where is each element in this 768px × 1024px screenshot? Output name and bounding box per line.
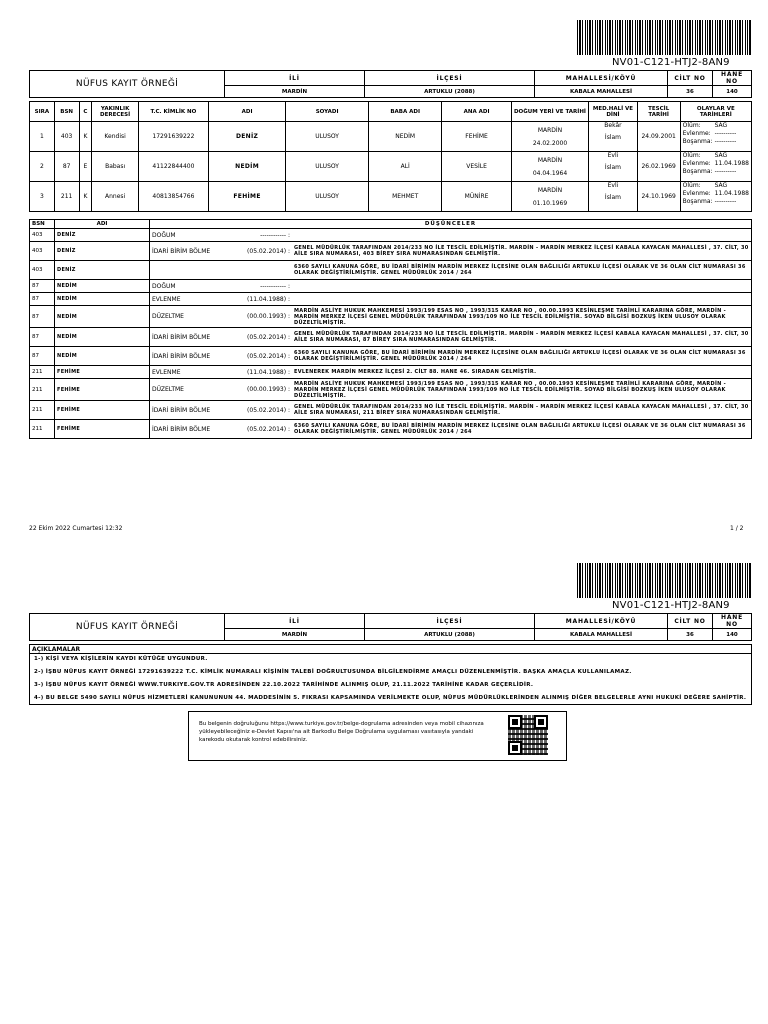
cilt-value: 36 <box>668 86 713 98</box>
person-ana: FEHİME <box>442 122 511 152</box>
barcode-code: NV01-C121-HTJ2-8AN9 <box>612 57 730 68</box>
olay-line <box>683 130 749 138</box>
person-yakinlik: Annesi <box>92 182 139 212</box>
olay-line <box>683 168 749 176</box>
person-cinsiyet: K <box>79 182 92 212</box>
ilce-label: İLÇESİ <box>365 71 535 86</box>
medeni-hal: Evli <box>607 182 619 189</box>
olay-label: Evlenme: <box>682 160 711 167</box>
notes-body <box>30 654 752 705</box>
cilt-label-page2: CİLT NO <box>668 614 713 629</box>
hane-label-page2: HANE NO <box>713 614 752 629</box>
qr-code-icon <box>508 715 548 755</box>
olay-value: ---------- <box>714 138 737 145</box>
event-type: İDARİ BİRİM BÖLME <box>150 401 233 420</box>
hane-label: HANE NO <box>713 71 752 86</box>
event-type: EVLENME <box>150 366 233 379</box>
person-sira: 3 <box>30 182 55 212</box>
event-bsn: 211 <box>30 401 55 420</box>
event-adi: DENİZ <box>55 242 150 261</box>
person-bsn: 211 <box>54 182 79 212</box>
event-type: İDARİ BİRİM BÖLME <box>150 328 233 347</box>
olay-line <box>683 138 749 146</box>
person-tc: 17291639222 <box>138 122 208 152</box>
header-table <box>29 70 752 98</box>
event-type: DÜZELTME <box>150 379 233 401</box>
event-adi: FEHİME <box>55 401 150 420</box>
olay-line <box>683 152 749 160</box>
event-date: (00.00.1993) : <box>232 379 292 401</box>
events-col-bsn: BSN <box>30 220 55 229</box>
event-adi: NEDİM <box>55 306 150 328</box>
person-tescil: 24.09.2001 <box>637 122 680 152</box>
ilce-label-page2: İLÇESİ <box>365 614 535 629</box>
col-dogum: DOĞUM YERİ VE TARİHİ <box>511 102 588 122</box>
cilt-label: CİLT NO <box>668 71 713 86</box>
person-tescil: 24.10.1969 <box>637 182 680 212</box>
col-baba: BABA ADI <box>369 102 442 122</box>
document-title: NÜFUS KAYIT ÖRNEĞİ <box>30 71 225 98</box>
col-sira: SIRA <box>30 102 55 122</box>
event-type: DOĞUM <box>150 280 233 293</box>
event-adi: FEHİME <box>55 379 150 401</box>
person-sira: 2 <box>30 152 55 182</box>
person-cinsiyet: K <box>79 122 92 152</box>
event-date: ------------ : <box>232 229 292 242</box>
event-adi: NEDİM <box>55 347 150 366</box>
olay-label: Boşanma: <box>682 138 713 145</box>
event-date: (11.04.1988) : <box>232 293 292 306</box>
olay-label: Ölüm: <box>682 182 701 189</box>
col-ana: ANA ADI <box>442 102 511 122</box>
event-adi: DENİZ <box>55 261 150 280</box>
col-soyadi: SOYADI <box>286 102 369 122</box>
event-bsn: 87 <box>30 293 55 306</box>
din: İslam <box>604 164 622 171</box>
event-date <box>232 261 292 280</box>
olay-value: SAĞ <box>714 122 728 129</box>
event-adi: NEDİM <box>55 293 150 306</box>
event-date: (11.04.1988) : <box>232 366 292 379</box>
note-item: 2-) İŞBU NÜFUS KAYIT ÖRNEĞİ 17291639222 T.C. KİMLİK NUMARALI KİŞİNİN TALEBİ DOĞRULTUSUNDA BİLGİLENDİRME AMAÇLI DÜZENLENMİŞTİR. BAŞKA AMAÇLA KULLANILAMAZ. <box>34 669 632 675</box>
persons-table <box>29 101 752 212</box>
event-adi: DENİZ <box>55 229 150 242</box>
event-row <box>30 306 752 328</box>
note-item: 3-) İŞBU NÜFUS KAYIT ÖRNEĞİ WWW.TURKIYE.GOV.TR ADRESİNDEN 22.10.2022 TARİHİNDE ALINMIŞ OLUP, 21.11.2022 TARİHİNE KADAR GEÇERLİDİR. <box>34 682 534 688</box>
event-row <box>30 280 752 293</box>
person-yakinlik: Babası <box>92 152 139 182</box>
olay-label: Ölüm: <box>682 122 701 129</box>
event-row <box>30 229 752 242</box>
event-text: EVLENEREK MARDİN MERKEZ İLÇESİ 2. CİLT 88. HANE 46. SIRADAN GELMİŞTİR. <box>292 366 752 379</box>
olay-value: 11.04.1988 <box>714 190 749 197</box>
barcode-page2 <box>577 563 752 598</box>
olay-label: Boşanma: <box>682 168 713 175</box>
olay-line <box>683 190 749 198</box>
olay-label: Evlenme: <box>682 130 711 137</box>
person-baba: ALİ <box>369 152 442 182</box>
event-date: (05.02.2014) : <box>232 242 292 261</box>
event-adi: NEDİM <box>55 280 150 293</box>
person-soyadi: ULUSOY <box>286 122 369 152</box>
event-text <box>292 229 752 242</box>
event-type <box>150 261 233 280</box>
person-cinsiyet: E <box>79 152 92 182</box>
event-bsn: 211 <box>30 420 55 439</box>
event-bsn: 87 <box>30 347 55 366</box>
col-yakinlik: YAKINLIK DERECESİ <box>92 102 139 122</box>
event-adi: FEHİME <box>55 420 150 439</box>
person-medhal <box>589 152 637 182</box>
page-number: 1 / 2 <box>730 525 744 532</box>
events-col-dusunceler: DÜŞÜNCELER <box>150 220 752 229</box>
person-dogum <box>511 122 588 152</box>
event-type: İDARİ BİRİM BÖLME <box>150 420 233 439</box>
dogum-tarihi: 04.04.1964 <box>532 169 568 177</box>
print-date: 22 Ekim 2022 Cumartesi 12:32 <box>29 525 123 532</box>
person-tescil: 26.02.1969 <box>637 152 680 182</box>
event-text: 6360 SAYILI KANUNA GÖRE, BU İDARİ BİRİMİN MARDİN MERKEZ İLÇESİNE OLAN BAĞLILIĞI ARTUKLU İLÇESİ OLARAK VE 36 OLAN CİLT NUMARASI 36 OLARAK DEĞİŞTİRİLMİŞTİR. GENEL MÜDÜRLÜK 2014 / 264 <box>292 420 752 439</box>
event-text: MARDİN ASLİYE HUKUK MAHKEMESİ 1993/199 ESAS NO , 1993/315 KARAR NO , 00.00.1993 KESİNLEŞME TARİHLİ KARARINA GÖRE, MARDİN - MARDİN MERKEZ İLÇESİ GENEL MÜDÜRLÜK TARAFINDAN 1993/109 NO İLE TESCİL EDİLMİŞTİR. SOYAD BİLGİSİ BOZKUŞ İKEN ULUSOY OLARAK DÜZELTİLMİŞTİR. <box>292 306 752 328</box>
olay-value: 11.04.1988 <box>714 160 749 167</box>
event-date: (05.02.2014) : <box>232 401 292 420</box>
col-tescil: TESCİL TARİHİ <box>637 102 680 122</box>
event-date: ------------ : <box>232 280 292 293</box>
verification-box <box>188 711 567 761</box>
person-tc: 41122844400 <box>138 152 208 182</box>
event-type: DOĞUM <box>150 229 233 242</box>
notes-table <box>29 644 752 705</box>
col-adi: ADI <box>208 102 285 122</box>
event-adi: FEHİME <box>55 366 150 379</box>
event-type: EVLENME <box>150 293 233 306</box>
event-bsn: 403 <box>30 229 55 242</box>
barcode-code-page2: NV01-C121-HTJ2-8AN9 <box>612 600 730 611</box>
dogum-yeri: MARDİN <box>537 126 563 134</box>
person-yakinlik: Kendisi <box>92 122 139 152</box>
event-adi: NEDİM <box>55 328 150 347</box>
event-row <box>30 420 752 439</box>
event-row <box>30 347 752 366</box>
olay-label: Evlenme: <box>682 190 711 197</box>
cilt-value-page2: 36 <box>668 629 713 641</box>
person-soyadi: ULUSOY <box>286 152 369 182</box>
olay-line <box>683 122 749 130</box>
hane-value: 140 <box>713 86 752 98</box>
olay-value: SAĞ <box>714 182 728 189</box>
person-olaylar <box>680 152 751 182</box>
olay-label: Boşanma: <box>682 198 713 205</box>
person-bsn: 403 <box>54 122 79 152</box>
event-text: GENEL MÜDÜRLÜK TARAFINDAN 2014/233 NO İLE TESCİL EDİLMİŞTİR. MARDİN - MARDİN MERKEZ İLÇESİ KABALA KAYACAN MAHALLESİ , 37. CİLT, 30 AİLE SIRA NUMARASI, 87 BİREY SIRA NUMARASINDAN GELMİŞTİR. <box>292 328 752 347</box>
event-bsn: 87 <box>30 328 55 347</box>
person-row <box>30 122 752 152</box>
event-bsn: 211 <box>30 379 55 401</box>
dogum-yeri: MARDİN <box>537 156 563 164</box>
person-medhal <box>589 122 637 152</box>
event-row <box>30 293 752 306</box>
person-ana: VESİLE <box>442 152 511 182</box>
mahalle-value-page2: KABALA MAHALLESİ <box>535 629 668 641</box>
event-text <box>292 280 752 293</box>
person-adi: FEHİME <box>208 182 285 212</box>
person-adi: DENİZ <box>208 122 285 152</box>
olay-value: ---------- <box>714 168 737 175</box>
verification-text: Bu belgenin doğruluğunu https://www.turkiye.gov.tr/belge-dogrulama adresinden veya mobil cihazınıza yükleyebileceğiniz e-Devlet Kapısı'na ait Barkodlu Belge Doğrulama uygulaması vasıtasıyla yandaki karekodu okutarak kontrol edebilirsiniz. <box>199 721 484 743</box>
event-date: (05.02.2014) : <box>232 328 292 347</box>
din: İslam <box>604 134 622 141</box>
person-baba: NEDİM <box>369 122 442 152</box>
col-medhal: MED.HALİ VE DİNİ <box>589 102 637 122</box>
events-table <box>29 219 752 439</box>
il-label: İLİ <box>225 71 365 86</box>
person-bsn: 87 <box>54 152 79 182</box>
person-dogum <box>511 182 588 212</box>
dogum-tarihi: 01.10.1969 <box>532 199 568 207</box>
dogum-yeri: MARDİN <box>537 186 563 194</box>
notes-title: AÇIKLAMALAR <box>30 645 752 654</box>
person-olaylar <box>680 182 751 212</box>
il-value-page2: MARDİN <box>225 629 365 641</box>
event-text: MARDİN ASLİYE HUKUK MAHKEMESİ 1993/199 ESAS NO , 1993/315 KARAR NO , 00.00.1993 KESİNLEŞME TARİHLİ KARARINA GÖRE, MARDİN - MARDİN MERKEZ İLÇESİ GENEL MÜDÜRLÜK TARAFINDAN 1993/109 NO İLE TESCİL EDİLMİŞTİR. SOYAD BİLGİSİ BOZKUŞ İKEN ULUSOY OLARAK DÜZELTİLMİŞTİR. <box>292 379 752 401</box>
olay-value: ---------- <box>714 130 737 137</box>
event-text <box>292 293 752 306</box>
person-tc: 40813854766 <box>138 182 208 212</box>
person-adi: NEDİM <box>208 152 285 182</box>
event-type: İDARİ BİRİM BÖLME <box>150 347 233 366</box>
medeni-hal: Evli <box>607 152 619 159</box>
col-olaylar: OLAYLAR VE TARİHLERİ <box>680 102 751 122</box>
document-title-page2: NÜFUS KAYIT ÖRNEĞİ <box>30 614 225 641</box>
dogum-tarihi: 24.02.2000 <box>532 139 568 147</box>
event-row <box>30 242 752 261</box>
note-item: 4-) BU BELGE 5490 SAYILI NÜFUS HİZMETLERİ KANUNUNUN 44. MADDESİNİN 5. FIKRASI KAPSAMINDA VERİLMEKTE OLUP, NÜFUS MÜDÜRLÜKLERİNDEN ALINMIŞ DİĞER BELGELERLE AYNI HUKUKİ DEĞERE SAHİPTİR. <box>34 695 747 701</box>
event-row <box>30 261 752 280</box>
hane-value-page2: 140 <box>713 629 752 641</box>
il-value: MARDİN <box>225 86 365 98</box>
event-type: DÜZELTME <box>150 306 233 328</box>
person-row <box>30 152 752 182</box>
event-text: 6360 SAYILI KANUNA GÖRE, BU İDARİ BİRİMİN MARDİN MERKEZ İLÇESİNE OLAN BAĞLILIĞI ARTUKLU İLÇESİ OLARAK VE 36 OLAN CİLT NUMARASI 36 OLARAK DEĞİŞTİRİLMİŞTİR. GENEL MÜDÜRLÜK 2014 / 264 <box>292 347 752 366</box>
person-medhal <box>589 182 637 212</box>
olay-value: SAĞ <box>714 152 728 159</box>
person-soyadi: ULUSOY <box>286 182 369 212</box>
event-row <box>30 379 752 401</box>
event-type: İDARİ BİRİM BÖLME <box>150 242 233 261</box>
ilce-value-page2: ARTUKLU (2088) <box>365 629 535 641</box>
col-tc: T.C. KİMLİK NO <box>138 102 208 122</box>
person-ana: MÜNİRE <box>442 182 511 212</box>
event-text: GENEL MÜDÜRLÜK TARAFINDAN 2014/233 NO İLE TESCİL EDİLMİŞTİR. MARDİN - MARDİN MERKEZ İLÇESİ KABALA KAYACAN MAHALLESİ , 37. CİLT, 30 AİLE SIRA NUMARASI, 403 BİREY SIRA NUMARASINDAN GELMİŞTİR. <box>292 242 752 261</box>
col-bsn: BSN <box>54 102 79 122</box>
person-sira: 1 <box>30 122 55 152</box>
header-table-page2 <box>29 613 752 641</box>
person-dogum <box>511 152 588 182</box>
event-row <box>30 366 752 379</box>
olay-value: ---------- <box>714 198 737 205</box>
ilce-value: ARTUKLU (2088) <box>365 86 535 98</box>
person-baba: MEHMET <box>369 182 442 212</box>
event-bsn: 87 <box>30 306 55 328</box>
event-bsn: 211 <box>30 366 55 379</box>
event-bsn: 87 <box>30 280 55 293</box>
il-label-page2: İLİ <box>225 614 365 629</box>
mahalle-label-page2: MAHALLESİ/KÖYÜ <box>535 614 668 629</box>
event-date: (00.00.1993) : <box>232 306 292 328</box>
olay-label: Ölüm: <box>682 152 701 159</box>
event-bsn: 403 <box>30 261 55 280</box>
event-text: GENEL MÜDÜRLÜK TARAFINDAN 2014/233 NO İLE TESCİL EDİLMİŞTİR. MARDİN - MARDİN MERKEZ İLÇESİ KABALA KAYACAN MAHALLESİ , 37. CİLT, 30 AİLE SIRA NUMARASI, 211 BİREY SIRA NUMARASINDAN GELMİŞTİR. <box>292 401 752 420</box>
event-row <box>30 401 752 420</box>
col-c: C <box>79 102 92 122</box>
din: İslam <box>604 194 622 201</box>
person-olaylar <box>680 122 751 152</box>
event-row <box>30 328 752 347</box>
olay-line <box>683 182 749 190</box>
barcode <box>577 20 752 55</box>
event-bsn: 403 <box>30 242 55 261</box>
note-item: 1-) KİŞİ VEYA KİŞİLERİN KAYDI KÜTÜĞE UYGUNDUR. <box>34 656 208 662</box>
person-row <box>30 182 752 212</box>
event-text: 6360 SAYILI KANUNA GÖRE, BU İDARİ BİRİMİN MARDİN MERKEZ İLÇESİNE OLAN BAĞLILIĞI ARTUKLU İLÇESİ OLARAK VE 36 OLAN CİLT NUMARASI 36 OLARAK DEĞİŞTİRİLMİŞTİR. GENEL MÜDÜRLÜK 2014 / 264 <box>292 261 752 280</box>
mahalle-value: KABALA MAHALLESİ <box>535 86 668 98</box>
event-date: (05.02.2014) : <box>232 420 292 439</box>
events-col-adi: ADI <box>55 220 150 229</box>
medeni-hal: Bekâr <box>604 122 622 129</box>
mahalle-label: MAHALLESİ/KÖYÜ <box>535 71 668 86</box>
olay-line <box>683 160 749 168</box>
event-date: (05.02.2014) : <box>232 347 292 366</box>
olay-line <box>683 198 749 206</box>
